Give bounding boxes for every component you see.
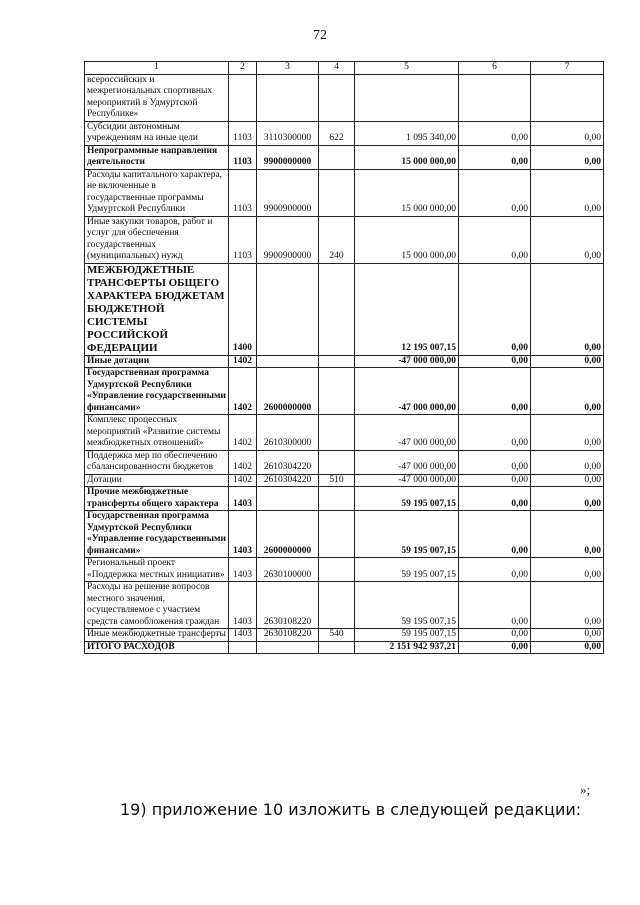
table-cell-name: Непрограммные направления деятельности <box>85 145 229 169</box>
table-cell-v7: 0,00 <box>531 474 604 487</box>
table-row <box>85 474 604 487</box>
table-cell-v7 <box>531 74 604 121</box>
table-cell-code <box>229 74 257 121</box>
table-cell-v6 <box>459 74 531 121</box>
table-cell-kvr: 540 <box>319 629 355 642</box>
table-cell-kcsr: 9900000000 <box>257 145 319 169</box>
table-cell-kvr <box>319 582 355 629</box>
table-cell-kcsr <box>257 355 319 368</box>
table-cell-kvr: 510 <box>319 474 355 487</box>
table-cell-v7: 0,00 <box>531 582 604 629</box>
instruction-text: 19) приложение 10 изложить в следующей редакции: <box>120 800 582 819</box>
table-cell-v6: 0,00 <box>459 145 531 169</box>
table-cell-kcsr: 2630108220 <box>257 582 319 629</box>
table-cell-kvr: 240 <box>319 216 355 263</box>
table-cell-code: 1402 <box>229 474 257 487</box>
table-cell-sum: -47 000 000,00 <box>355 450 459 474</box>
table-cell-v6: 0,00 <box>459 474 531 487</box>
column-header: 2 <box>229 62 257 75</box>
table-cell-v7: 0,00 <box>531 641 604 654</box>
table-cell-code: 1103 <box>229 216 257 263</box>
table-cell-v7: 0,00 <box>531 263 604 355</box>
table-cell-code: 1103 <box>229 169 257 216</box>
table-cell-v6: 0,00 <box>459 487 531 511</box>
table-cell-kcsr: 3110300000 <box>257 121 319 145</box>
table-cell-code: 1403 <box>229 629 257 642</box>
table-row <box>85 169 604 216</box>
table-row <box>85 355 604 368</box>
column-header: 5 <box>355 62 459 75</box>
table-cell-kvr <box>319 641 355 654</box>
table-row <box>85 511 604 558</box>
table-cell-v6: 0,00 <box>459 415 531 451</box>
table-cell-name: Комплекс процессных мероприятий «Развитие системы межбюджетных отношений» <box>85 415 229 451</box>
table-cell-code: 1402 <box>229 368 257 415</box>
table-cell-kcsr <box>257 74 319 121</box>
table-cell-v6: 0,00 <box>459 629 531 642</box>
table-cell-name: ИТОГО РАСХОДОВ <box>85 641 229 654</box>
table-cell-v6: 0,00 <box>459 121 531 145</box>
table-cell-sum <box>355 74 459 121</box>
table-row <box>85 263 604 355</box>
table-cell-v7: 0,00 <box>531 558 604 582</box>
table-cell-name: Расходы на решение вопросов местного значения, осуществляемое с участием средств самообложения граждан <box>85 582 229 629</box>
table-row <box>85 629 604 642</box>
table-cell-code: 1403 <box>229 487 257 511</box>
table-cell-v6: 0,00 <box>459 263 531 355</box>
table-cell-kvr <box>319 558 355 582</box>
table-cell-v7: 0,00 <box>531 145 604 169</box>
table-row <box>85 145 604 169</box>
table-cell-sum: -47 000 000,00 <box>355 355 459 368</box>
table-cell-sum: 15 000 000,00 <box>355 169 459 216</box>
table-cell-code: 1103 <box>229 121 257 145</box>
table-cell-sum: 59 195 007,15 <box>355 629 459 642</box>
table-cell-code: 1403 <box>229 558 257 582</box>
table-cell-v6: 0,00 <box>459 368 531 415</box>
table-row <box>85 415 604 451</box>
table-row <box>85 74 604 121</box>
table-cell-name: Государственная программа Удмуртской Республики «Управление государственными финансами» <box>85 511 229 558</box>
table-cell-kvr <box>319 487 355 511</box>
table-cell-v7: 0,00 <box>531 629 604 642</box>
table-cell-code: 1402 <box>229 415 257 451</box>
table-cell-code: 1402 <box>229 355 257 368</box>
table-cell-sum: 59 195 007,15 <box>355 558 459 582</box>
table-cell-name: Иные дотации <box>85 355 229 368</box>
table-cell-code: 1400 <box>229 263 257 355</box>
table-cell-name: Расходы капитального характера, не включенные в государственные программы Удмуртской Республики <box>85 169 229 216</box>
table-cell-kcsr: 2610304220 <box>257 474 319 487</box>
table-cell-v6: 0,00 <box>459 641 531 654</box>
table-cell-v6: 0,00 <box>459 169 531 216</box>
table-cell-kvr <box>319 415 355 451</box>
table-cell-v7: 0,00 <box>531 355 604 368</box>
table-cell-v6: 0,00 <box>459 582 531 629</box>
table-cell-kvr <box>319 355 355 368</box>
table-cell-code: 1403 <box>229 511 257 558</box>
page-number: 72 <box>313 28 327 43</box>
table-cell-code <box>229 641 257 654</box>
table-cell-name: Дотации <box>85 474 229 487</box>
table-cell-kvr: 622 <box>319 121 355 145</box>
table-cell-name: Субсидии автономным учреждениям на иные цели <box>85 121 229 145</box>
table-cell-name: Иные межбюджетные трансферты <box>85 629 229 642</box>
table-row <box>85 368 604 415</box>
table-cell-kvr <box>319 450 355 474</box>
table-cell-name: Региональный проект «Поддержка местных инициатив» <box>85 558 229 582</box>
table-cell-kcsr <box>257 641 319 654</box>
table-cell-v7: 0,00 <box>531 169 604 216</box>
table-row <box>85 216 604 263</box>
table-cell-kcsr: 2630100000 <box>257 558 319 582</box>
table-cell-sum: 59 195 007,15 <box>355 487 459 511</box>
table-cell-kcsr <box>257 487 319 511</box>
table-cell-kcsr <box>257 263 319 355</box>
table-header-row <box>85 62 604 75</box>
table-cell-kvr <box>319 169 355 216</box>
table-cell-v7: 0,00 <box>531 121 604 145</box>
table-cell-kcsr: 2610300000 <box>257 415 319 451</box>
table-cell-kvr <box>319 145 355 169</box>
table-row <box>85 558 604 582</box>
table-cell-kvr <box>319 511 355 558</box>
table-cell-name: МЕЖБЮДЖЕТНЫЕ ТРАНСФЕРТЫ ОБЩЕГО ХАРАКТЕРА БЮДЖЕТАМ БЮДЖЕТНОЙ СИСТЕМЫ РОССИЙСКОЙ ФЕДЕРАЦИИ <box>85 263 229 355</box>
table-cell-v6: 0,00 <box>459 355 531 368</box>
table-cell-v6: 0,00 <box>459 216 531 263</box>
table-cell-v6: 0,00 <box>459 558 531 582</box>
table-row <box>85 450 604 474</box>
table-cell-kcsr: 2610304220 <box>257 450 319 474</box>
table-cell-kcsr: 2630108220 <box>257 629 319 642</box>
table-cell-sum: -47 000 000,00 <box>355 474 459 487</box>
table-cell-v7: 0,00 <box>531 487 604 511</box>
table-cell-sum: 59 195 007,15 <box>355 582 459 629</box>
table-cell-code: 1402 <box>229 450 257 474</box>
table-cell-v7: 0,00 <box>531 368 604 415</box>
column-header: 4 <box>319 62 355 75</box>
closing-quote: »; <box>580 782 591 797</box>
table-cell-v7: 0,00 <box>531 216 604 263</box>
table-cell-name: Иные закупки товаров, работ и услуг для обеспечения государственных (муниципальных) нужд <box>85 216 229 263</box>
table-cell-sum: -47 000 000,00 <box>355 415 459 451</box>
table-cell-name: Прочие межбюджетные трансферты общего характера <box>85 487 229 511</box>
column-header: 6 <box>459 62 531 75</box>
budget-table <box>84 61 604 654</box>
table-cell-kcsr: 9900900000 <box>257 216 319 263</box>
table-row <box>85 121 604 145</box>
table-row <box>85 641 604 654</box>
table-cell-kcsr: 2600000000 <box>257 511 319 558</box>
table-cell-sum: 12 195 007,15 <box>355 263 459 355</box>
table-cell-kcsr: 9900900000 <box>257 169 319 216</box>
table-cell-code: 1103 <box>229 145 257 169</box>
table-cell-code: 1403 <box>229 582 257 629</box>
table-row <box>85 582 604 629</box>
table-cell-v7: 0,00 <box>531 415 604 451</box>
column-header: 7 <box>531 62 604 75</box>
table-cell-sum: 1 095 340,00 <box>355 121 459 145</box>
table-cell-kvr <box>319 263 355 355</box>
table-cell-v6: 0,00 <box>459 450 531 474</box>
table-row <box>85 487 604 511</box>
table-body <box>85 74 604 654</box>
table-cell-v6: 0,00 <box>459 511 531 558</box>
table-cell-sum: 15 000 000,00 <box>355 216 459 263</box>
table-cell-name: Поддержка мер по обеспечению сбалансированности бюджетов <box>85 450 229 474</box>
table-cell-sum: -47 000 000,00 <box>355 368 459 415</box>
table-cell-sum: 59 195 007,15 <box>355 511 459 558</box>
table-cell-kvr <box>319 74 355 121</box>
table-cell-kvr <box>319 368 355 415</box>
column-header: 3 <box>257 62 319 75</box>
table-cell-kcsr: 2600000000 <box>257 368 319 415</box>
column-header: 1 <box>85 62 229 75</box>
table-cell-name: Государственная программа Удмуртской Республики «Управление государственными финансами» <box>85 368 229 415</box>
table-cell-v7: 0,00 <box>531 511 604 558</box>
table-cell-sum: 15 000 000,00 <box>355 145 459 169</box>
table-cell-name: всероссийских и межрегиональных спортивных мероприятий в Удмуртской Республике» <box>85 74 229 121</box>
table-cell-v7: 0,00 <box>531 450 604 474</box>
table-cell-sum: 2 151 942 937,21 <box>355 641 459 654</box>
